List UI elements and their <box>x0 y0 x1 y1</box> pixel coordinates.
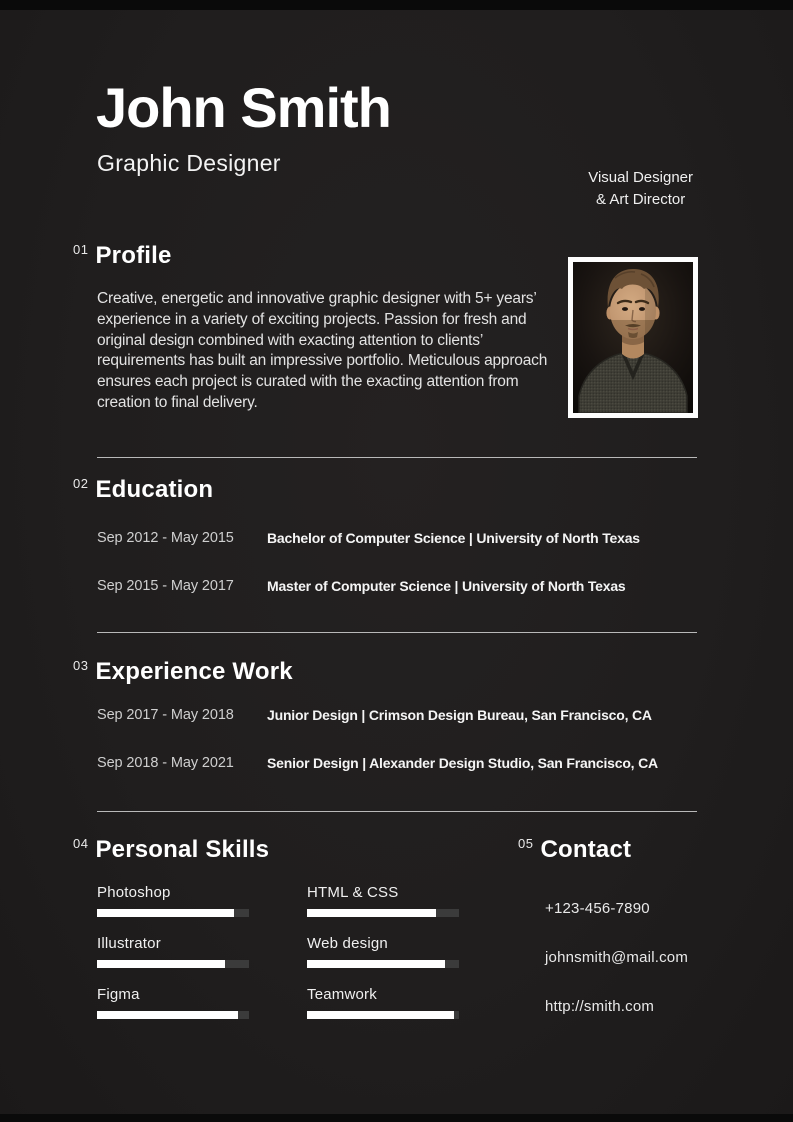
experience-row <box>97 753 703 773</box>
education-row <box>97 528 703 548</box>
education-period: Sep 2012 - May 2015 <box>97 530 234 546</box>
skill-progress-track <box>307 960 459 968</box>
skill-progress-track <box>97 909 249 917</box>
profile-photo <box>568 257 698 418</box>
skill-progress-fill <box>307 1011 454 1019</box>
skill-progress-track <box>307 909 459 917</box>
education-detail: Master of Computer Science | University of North Texas <box>267 578 626 594</box>
section-divider <box>97 632 697 633</box>
subtitle-line-1: Visual Designer <box>588 169 693 186</box>
profile-paragraph: Creative, energetic and innovative graphic designer with 5+ years’ experience in a variety of exciting projects. Passion for fresh and original design combined with exacting attention to clients’ requirements has built an impressive portfolio. Meticulous approach ensures each project is curated with the exacting attention from creation to final delivery. <box>97 290 548 411</box>
section-number: 05 <box>518 836 534 851</box>
contact-list <box>545 899 688 1046</box>
skill-label: Illustrator <box>97 935 161 952</box>
section-heading-skills <box>73 836 269 864</box>
skill-progress-fill <box>97 960 225 968</box>
contact-website: http://smith.com <box>545 998 655 1015</box>
section-heading-contact <box>518 836 631 864</box>
education-row <box>97 576 703 596</box>
skill-progress-track <box>97 960 249 968</box>
skill-label: HTML & CSS <box>307 884 399 901</box>
skill-item <box>307 934 459 968</box>
skill-item <box>97 883 249 917</box>
skills-grid <box>97 883 459 1019</box>
skill-label: Teamwork <box>307 986 377 1003</box>
job-title: Graphic Designer <box>97 150 281 176</box>
section-heading-experience <box>73 658 293 686</box>
skill-item <box>97 934 249 968</box>
experience-period: Sep 2018 - May 2021 <box>97 755 234 771</box>
experience-row <box>97 705 703 725</box>
skill-item <box>307 985 459 1019</box>
education-period: Sep 2015 - May 2017 <box>97 578 234 594</box>
section-number: 01 <box>73 242 89 257</box>
section-title: Experience Work <box>95 658 293 685</box>
experience-detail: Junior Design | Crimson Design Bureau, San Francisco, CA <box>267 707 652 723</box>
skill-item <box>307 883 459 917</box>
skill-label: Photoshop <box>97 884 171 901</box>
section-title: Contact <box>540 836 632 863</box>
skill-progress-fill <box>307 960 445 968</box>
skill-progress-track <box>97 1011 249 1019</box>
skill-progress-fill <box>307 909 436 917</box>
skill-label: Figma <box>97 986 140 1003</box>
skill-progress-fill <box>97 909 234 917</box>
section-title: Personal Skills <box>95 836 270 863</box>
subtitle-line-2: & Art Director <box>596 190 686 208</box>
skill-item <box>97 985 249 1019</box>
top-frame-bar <box>0 0 793 10</box>
bottom-frame-bar <box>0 1114 793 1122</box>
section-title: Education <box>95 476 214 503</box>
education-rows <box>97 528 703 596</box>
contact-email: johnsmith@mail.com <box>545 949 689 966</box>
skill-progress-fill <box>97 1011 238 1019</box>
section-number: 04 <box>73 836 89 851</box>
section-number: 02 <box>73 476 89 491</box>
skill-label: Web design <box>307 935 388 952</box>
section-divider <box>97 811 697 812</box>
experience-detail: Senior Design | Alexander Design Studio, San Francisco, CA <box>267 755 658 771</box>
section-divider <box>97 457 697 458</box>
section-number: 03 <box>73 658 89 673</box>
section-title: Profile <box>95 242 172 269</box>
education-detail: Bachelor of Computer Science | University of North Texas <box>267 530 640 546</box>
person-name: John Smith <box>96 76 391 139</box>
section-heading-profile <box>73 242 172 270</box>
skill-progress-track <box>307 1011 459 1019</box>
header-subtitle <box>588 167 693 210</box>
section-heading-education <box>73 476 213 504</box>
experience-period: Sep 2017 - May 2018 <box>97 707 234 723</box>
contact-phone: +123-456-7890 <box>545 900 650 917</box>
portrait-illustration <box>573 262 693 413</box>
experience-rows <box>97 705 703 773</box>
